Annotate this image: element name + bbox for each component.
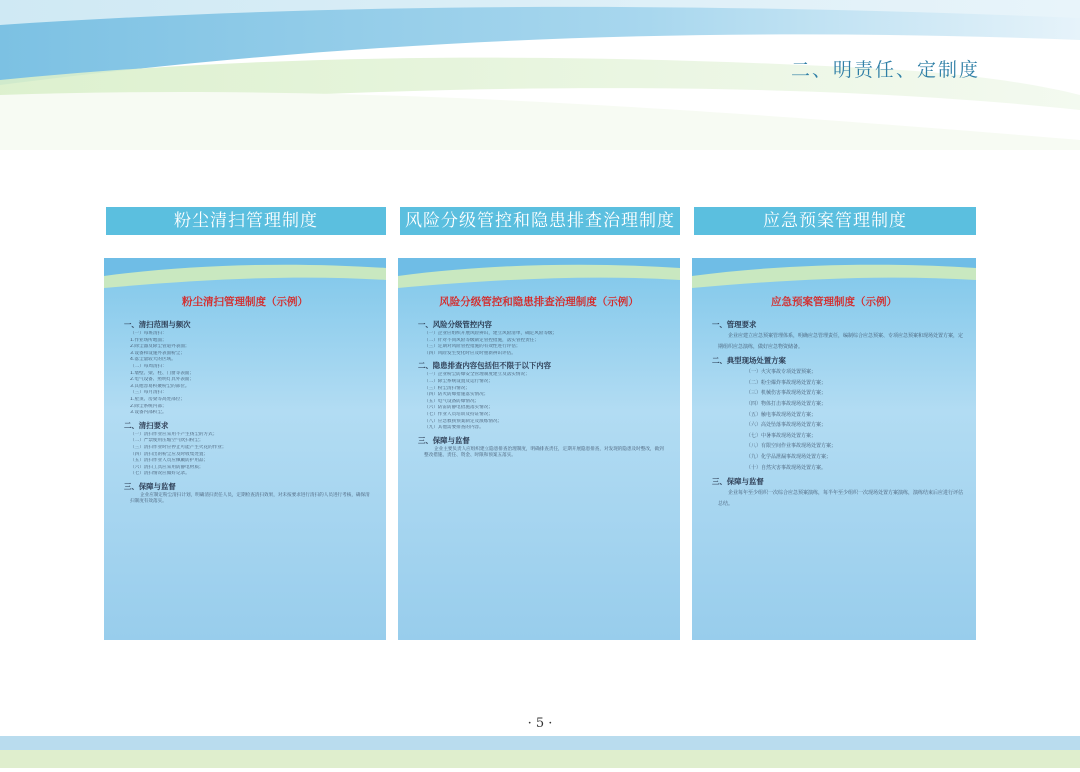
card-wave-graphic xyxy=(692,258,976,298)
section-title: 二、明责任、定制度 xyxy=(790,59,980,81)
list-item: 1.屋顶、房梁等高处部位； xyxy=(130,396,185,402)
document-title: 风险分级管控和隐患排查治理制度（示例） xyxy=(439,296,639,308)
section-heading: 一、风险分级管控内容 xyxy=(418,320,492,329)
list-item: 1.作业场所地面； xyxy=(130,337,167,343)
section-heading: 二、清扫要求 xyxy=(124,420,169,430)
column-header-risk-control: 风险分级管控和隐患排查治理制度 xyxy=(400,207,680,235)
list-item: （八）应急救援预案制定及演练情况； xyxy=(424,418,503,424)
list-item: （六）高处坠落事故现场处置方案； xyxy=(746,422,827,429)
document-card-emergency-plan xyxy=(692,258,976,640)
list-item: （六）清扫工具应采用防静电材质； xyxy=(130,464,204,470)
paragraph: 企业每年至少组织一次综合应急预案演练，每半年至少组织一次现场处置方案演练，演练结束后应进行评估总结。 xyxy=(718,490,964,507)
list-item: （九）其他需要排查的内容。 xyxy=(424,425,484,431)
list-item: （一）清扫作业应采用不产生扬尘的方式； xyxy=(130,431,218,437)
list-item: （一）企业应组织开展风险辨识，建立风险清单，确定风险等级； xyxy=(424,331,558,336)
list-item: （三）清扫作业时应停止可能产生火花的作业； xyxy=(130,444,227,450)
list-item: 2.除尘器及除尘管道外表面； xyxy=(130,344,190,350)
list-item: （七）作业人员培训及持证情况； xyxy=(424,411,493,417)
section-heading: 二、隐患排查内容包括但不限于以下内容 xyxy=(418,361,552,371)
list-item: （三）每月清扫： xyxy=(130,390,167,396)
paragraph: 企业主要负责人应组织建立隐患排查治理制度，明确排查责任，定期开展隐患排查，对发现的隐患及时整改，做到整改措施、责任、资金、时限和预案五落实。 xyxy=(424,446,664,459)
list-item: （二）粉尘爆炸事故现场处置方案； xyxy=(746,379,827,386)
paragraph: 企业应建立应急预案管理体系，明确应急管理责任，编制综合应急预案、专项应急预案和现场处置方案，定期组织应急演练，做好应急物资储备。 xyxy=(718,333,964,350)
list-item: （一）火灾事故专项处置预案； xyxy=(746,369,817,376)
column-header-emergency-plan: 应急预案管理制度 xyxy=(694,207,976,235)
list-item: （四）防火防爆措施落实情况； xyxy=(424,392,489,398)
footer-band xyxy=(0,736,1080,768)
list-item: （三）定期对风险管控措施的有效性进行评估； xyxy=(424,344,521,350)
card-wave-graphic xyxy=(104,258,386,298)
paragraph: 企业应制定粉尘清扫计划，明确清扫责任人员，定期检查清扫效果，对未按要求进行清扫的人员进行考核，确保清扫制度有效落实。 xyxy=(130,492,370,505)
section-heading: 二、典型现场处置方案 xyxy=(712,356,786,366)
list-item: 3.其他容易积聚粉尘的部位。 xyxy=(130,383,190,389)
list-item: （四）物体打击事故现场处置方案； xyxy=(746,400,827,407)
list-item: （一）企业粉尘防爆安全管理制度建立及落实情况； xyxy=(424,372,530,378)
list-item: （七）中暑事故现场处置方案； xyxy=(746,432,817,439)
list-item: （五）清扫作业人员应佩戴防护用品； xyxy=(130,458,209,464)
list-item: 2.电气设备、照明灯具外表面； xyxy=(130,377,195,383)
list-item: （四）风险发生变化时应及时重新辨识评估。 xyxy=(424,350,516,356)
document-card-dust-cleaning xyxy=(104,258,386,640)
document-title: 应急预案管理制度（示例） xyxy=(771,296,897,308)
list-item: （四）清扫出的粉尘应及时收集处置； xyxy=(130,451,209,457)
list-item: （十）自然灾害事故现场处置方案。 xyxy=(746,464,827,471)
section-heading: 三、保障与监督 xyxy=(124,481,176,491)
list-item: （三）粉尘清扫情况； xyxy=(424,385,470,391)
list-item: （二）严禁使用压缩空气吹扫粉尘； xyxy=(130,438,204,444)
list-item: 3.设备内部积尘。 xyxy=(130,410,167,416)
list-item: （三）机械伤害事故现场处置方案； xyxy=(746,390,827,397)
list-item: 1.墙壁、梁、柱、门窗等表面； xyxy=(130,370,195,376)
document-card-risk-control xyxy=(398,258,680,640)
list-item: （五）触电事故现场处置方案； xyxy=(746,411,817,418)
list-item: （六）防雷防静电措施落实情况； xyxy=(424,405,493,411)
list-item: （二）针对不同风险等级制定管控措施，落实管控责任； xyxy=(424,337,539,343)
page-number: · 5 · xyxy=(527,716,553,731)
list-item: 4.落尘量较大的区域。 xyxy=(130,357,176,363)
section-heading: 三、保障与监督 xyxy=(712,477,764,487)
column-header-dust-cleaning: 粉尘清扫管理制度 xyxy=(106,207,386,235)
list-item: 2.除尘系统内部； xyxy=(130,403,167,409)
section-heading: 三、保障与监督 xyxy=(418,435,470,445)
footer-band-graphic xyxy=(0,736,1080,768)
section-heading: 一、管理要求 xyxy=(712,320,757,329)
list-item: （一）每班清扫： xyxy=(130,331,167,336)
list-item: 3.设备和设施外表面粉尘； xyxy=(130,350,185,356)
list-item: （五）电气设备防爆情况； xyxy=(424,398,480,404)
list-item: （九）化学品泄漏事故现场处置方案； xyxy=(746,453,832,460)
list-item: （二）每周清扫： xyxy=(130,363,167,369)
list-item: （七）清扫情况应做好记录。 xyxy=(130,471,190,477)
list-item: （八）有限空间作业事故现场处置方案； xyxy=(746,443,837,450)
card-wave-graphic xyxy=(398,258,680,298)
document-title: 粉尘清扫管理制度（示例） xyxy=(182,296,308,308)
section-heading: 一、清扫范围与频次 xyxy=(124,320,191,329)
list-item: （二）除尘系统设置及运行情况； xyxy=(424,378,493,384)
